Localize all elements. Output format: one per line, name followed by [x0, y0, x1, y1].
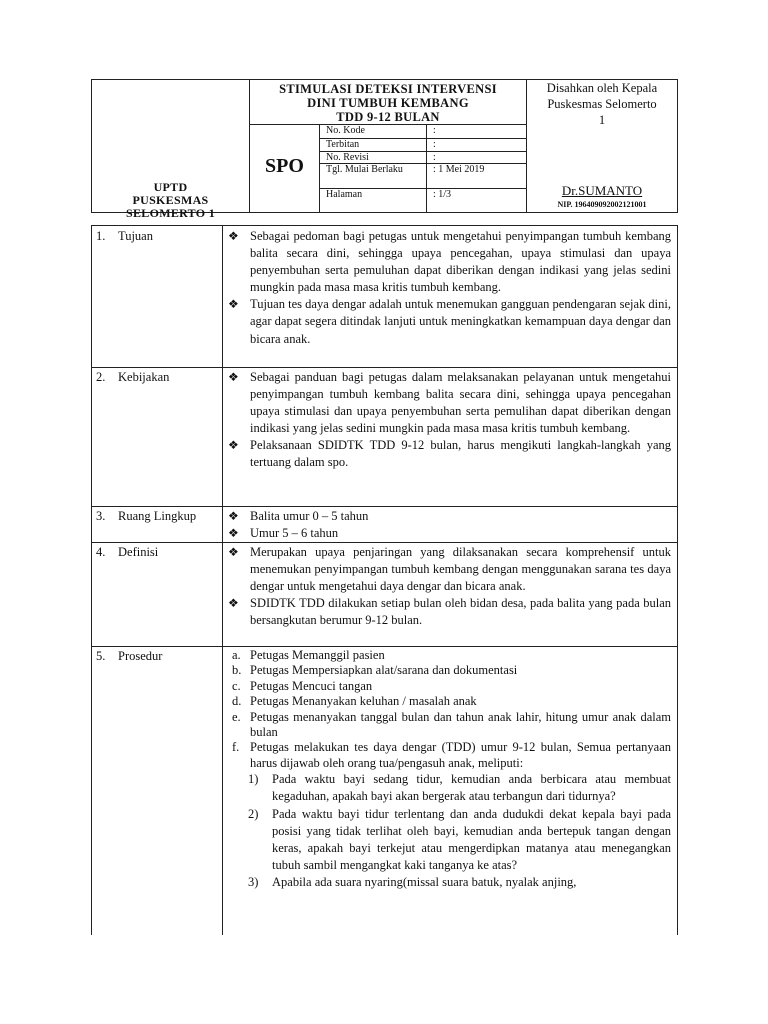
step-mark: c. — [232, 678, 241, 693]
signer-nip: NIP. 196409092002121001 — [557, 200, 647, 209]
meta-value: : — [433, 125, 436, 136]
meta-label: No. Kode — [326, 125, 365, 136]
step-item — [228, 740, 671, 771]
question-text: Apabila ada suara nyaring(missal suara batuk, nyalak anjing, — [272, 875, 577, 890]
meta-value: : 1/3 — [433, 189, 452, 200]
meta-row-tgl — [320, 164, 526, 189]
diamond-bullet-icon: ❖ — [228, 596, 239, 611]
list-item — [228, 228, 671, 296]
meta-row-terbitan — [320, 139, 526, 152]
title-line-1: STIMULASI DETEKSI INTERVENSI — [279, 82, 497, 96]
section-body — [228, 648, 671, 892]
approval-cell — [527, 80, 677, 212]
item-text: Umur 5 – 6 tahun — [250, 526, 339, 541]
meta-table — [320, 125, 526, 212]
list-item — [228, 508, 671, 525]
item-text: Merupakan upaya penjaringan yang dilaksanakan secara komprehensif untuk menemukan penyimpangan tumbuh kembang dengan menggunakan sarana tes daya dengar untuk mengetahui daya dengar dan bicara anak. — [250, 545, 671, 594]
diamond-bullet-icon: ❖ — [228, 370, 239, 384]
step-mark: e. — [232, 709, 241, 724]
question-mark: 1) — [248, 772, 259, 787]
question-text: Pada waktu bayi tidur terlentang dan anda dudukdi dekat kepala bayi pada posisi yang tidak terlihat oleh bayi, kemudian anda bertepuk tangan dengan keras, apakah bayi terkejut atau mengerdipkan matanya atau menegangkan tubuh sambil mengangkat kaki tanganya ke atas? — [272, 806, 671, 873]
question-item — [228, 771, 671, 805]
step-text: Petugas Mencuci tangan — [250, 678, 373, 693]
section-kebijakan — [92, 367, 677, 506]
step-text: Petugas melakukan tes daya dengar (TDD) umur 9-12 bulan, Semua pertanyaan harus dijawab oleh orang tua/pengasuh anak, meliputi: — [250, 740, 671, 770]
step-mark: a. — [232, 648, 241, 662]
section-label: Prosedur — [118, 649, 163, 663]
row-divider — [92, 506, 677, 507]
org-cell — [92, 80, 250, 220]
step-item — [228, 694, 671, 709]
approval-line-3: 1 — [598, 113, 606, 127]
step-item — [228, 648, 671, 663]
section-prosedur — [92, 646, 677, 935]
approval-line-1: Disahkan oleh Kepala — [546, 81, 658, 95]
list-item — [228, 525, 671, 542]
section-label: Definisi — [118, 545, 159, 559]
document-title — [250, 81, 526, 125]
org-line-2: PUSKESMAS — [132, 193, 209, 207]
step-item — [228, 710, 671, 741]
item-text: Sebagai pedoman bagi petugas untuk mengetahui penyimpangan tumbuh kembang balita secara dini, sehingga upaya pencegahan, upaya stimulasi dan upaya penyembuhan serta pemuluhan dapat diberikan dengan indikasi yang jelas sedini mungkin pada masa masa kritis tumbuh kembang. — [250, 229, 671, 295]
item-text: SDIDTK TDD dilakukan setiap bulan oleh bidan desa, pada balita yang pada bulan bersangkutan berumur 9-12 bulan. — [250, 596, 671, 628]
row-divider — [92, 542, 677, 543]
procedure-table — [91, 225, 678, 935]
title-line-2: DINI TUMBUH KEMBANG — [307, 96, 469, 110]
section-label: Kebijakan — [118, 370, 170, 384]
meta-value: : — [433, 139, 436, 150]
section-body — [228, 544, 671, 629]
section-number: 2. — [96, 370, 106, 384]
list-item — [228, 296, 671, 347]
title-cell — [250, 80, 527, 212]
question-mark: 2) — [248, 806, 259, 821]
item-text: Sebagai panduan bagi petugas dalam melaksanakan pelayanan untuk mengetahui penyimpangan tumbuh kembang balita secara dini, sehingga upaya pencegahan upaya stimulasi dan upaya penyembuhan serta pemulihan dapat diberikan dengan indikasi yang jelas sedini mungkin pada masa masa kritis tumbuh kembang. — [250, 370, 671, 436]
meta-label: Halaman — [326, 189, 363, 200]
section-body — [228, 228, 671, 348]
header-table — [91, 79, 678, 220]
diamond-bullet-icon: ❖ — [228, 438, 239, 453]
spo-label: SPO — [265, 155, 304, 177]
list-item — [228, 369, 671, 437]
meta-value: : 1 Mei 2019 — [433, 164, 485, 175]
title-line-3: TDD 9-12 BULAN — [336, 110, 440, 124]
list-item — [228, 544, 671, 595]
row-divider — [92, 367, 677, 368]
section-tujuan — [92, 226, 677, 367]
step-item — [228, 679, 671, 694]
step-mark: b. — [232, 663, 242, 678]
org-line-3: SELOMERTO 1 — [125, 206, 215, 220]
list-item — [228, 595, 671, 629]
section-body — [228, 369, 671, 472]
diamond-bullet-icon: ❖ — [228, 229, 239, 243]
section-number: 5. — [96, 649, 106, 663]
approval-line-2: Puskesmas Selomerto — [547, 97, 657, 111]
list-item — [228, 437, 671, 471]
step-text: Petugas Memanggil pasien — [250, 648, 385, 662]
section-ruang-lingkup — [92, 506, 677, 542]
meta-row-revisi — [320, 152, 526, 164]
item-text: Balita umur 0 – 5 tahun — [250, 509, 369, 523]
section-body — [228, 508, 671, 542]
section-definisi — [92, 542, 677, 646]
diamond-bullet-icon: ❖ — [228, 526, 239, 541]
org-line-1: UPTD — [153, 180, 188, 194]
approval-text — [527, 80, 677, 128]
row-divider — [92, 646, 677, 647]
item-text: Pelaksanaan SDIDTK TDD 9-12 bulan, harus mengikuti langkah-langkah yang tertuang dalam spo. — [250, 438, 671, 470]
section-number: 1. — [96, 229, 106, 243]
meta-row-kode — [320, 125, 526, 139]
step-text: Petugas Mempersiapkan alat/sarana dan dokumentasi — [250, 663, 518, 678]
step-text: Petugas Menanyakan keluhan / masalah anak — [250, 694, 477, 709]
step-text: Petugas menanyakan tanggal bulan dan tahun anak lahir, hitung umur anak dalam bulan — [250, 709, 671, 740]
question-text: Pada waktu bayi sedang tidur, kemudian anda berbicara atau membuat kegaduhan, apakah bayi akan bergerak atau terbangun dari tidurnya? — [272, 772, 671, 804]
signer-name: Dr.SUMANTO — [561, 183, 643, 198]
question-item — [228, 874, 671, 891]
meta-value: : — [433, 152, 436, 163]
question-mark: 3) — [248, 875, 259, 890]
step-mark: d. — [232, 694, 242, 709]
step-mark: f. — [232, 740, 240, 755]
section-number: 3. — [96, 509, 106, 523]
step-item — [228, 663, 671, 678]
section-number: 4. — [96, 545, 106, 559]
meta-label: Terbitan — [326, 139, 360, 150]
meta-row-halaman — [320, 189, 526, 212]
section-label: Ruang Lingkup — [118, 509, 197, 523]
question-item — [228, 806, 671, 875]
meta-label: Tgl. Mulai Berlaku — [326, 164, 403, 175]
diamond-bullet-icon: ❖ — [228, 545, 239, 559]
item-text: Tujuan tes daya dengar adalah untuk menemukan gangguan pendengaran sejak dini, agar dapat segera ditindak lanjuti untuk meningkatkan kemampuan daya dengar dan bicara anak. — [250, 297, 671, 346]
diamond-bullet-icon: ❖ — [228, 297, 239, 312]
diamond-bullet-icon: ❖ — [228, 509, 239, 523]
org-name — [92, 181, 249, 220]
spo-cell — [250, 125, 320, 212]
meta-label: No. Revisi — [326, 152, 369, 163]
section-label: Tujuan — [118, 229, 153, 243]
